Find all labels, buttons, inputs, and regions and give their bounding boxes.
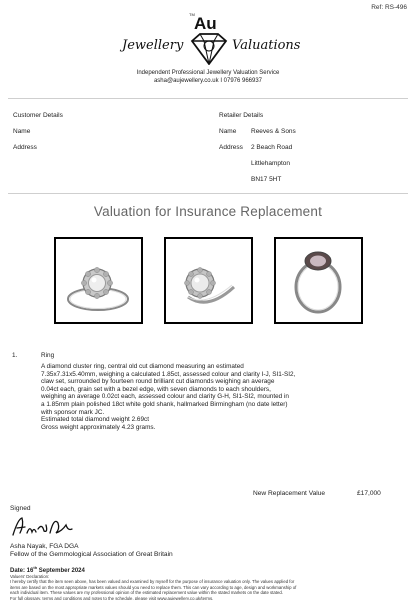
signature-image [10,515,80,539]
ring-photo-front [54,237,143,324]
company-logo [0,12,416,67]
reference-number: Ref: RS-496 [371,4,407,11]
service-description: Independent Professional Jewellery Valuation Service [136,70,280,76]
item-detail-line: weighing an average 0.02ct each, assessed colour and clarity G-H, SI1-SI2, mounted in [41,393,289,401]
contact-info: asha@aujewellery.co.uk I 07976 966937 [153,77,263,84]
date-suffix: th [33,565,38,570]
logo-jewellery-text: Jewellery [122,38,184,53]
item-detail-line: 7.35x7.31x5.40mm, weighing a calculated 1.85ct, assessed colour and clarity I-J, SI1-SI2, [41,370,296,378]
date-label: Date: [10,568,27,574]
declaration-line: For full glossary, terms and conditions and notes to the schedule, please visit www.aujewellery.co.uk/terms. [10,595,214,600]
retailer-address-line: 2 Beach Road [251,144,293,151]
item-detail-line: a 1.85mm plain polished 18ct white gold shank, hallmarked Birmingham (no date letter) [41,400,288,408]
item-detail-line: with sponsor mark JC. [41,408,105,416]
declaration-line: Valuers' Declaration: [10,574,50,579]
item-number: 1. [12,352,18,359]
signed-label: Signed [10,505,31,512]
item-detail-line: 0.04ct each, grain set with a bezel edge, with seven diamonds to each shoulders, [41,385,271,393]
retailer-name-value: Reeves & Sons [251,128,296,135]
item-detail-line: claw set, surrounded by fourteen round brilliant cut diamonds weighing an average [41,378,275,386]
declaration-line: items are based on the most appropriate markets values should you need to replace them. This can vary according to age, design and workmanship of [10,584,297,590]
service-info [0,70,416,85]
date-day: 16 [26,568,34,574]
retailer-address-line: Littlehampton [251,160,291,167]
item-detail-line: A diamond cluster ring, central old cut diamond measuring an estimated [41,363,244,370]
item-detail-line: Estimated total diamond weight 2.69ct [41,416,149,424]
trademark-mark: TM [189,12,195,17]
diamond-icon [190,33,228,65]
replacement-value-label: New Replacement Value [253,490,326,497]
divider [8,193,408,194]
retailer-name-label: Name [219,128,237,135]
logo-au-text: Au [194,14,217,33]
signer-name: Asha Nayak, FGA DGA [10,543,79,550]
ring-photo-back [274,237,363,324]
retailer-heading: Retailer Details [219,112,264,119]
declaration-line: each individual item. These values are my professional opinion of the estimated replacement value within the stated markets on the date stated. [10,590,283,596]
valuation-title: Valuation for Insurance Replacement [93,204,323,219]
item-title: Ring [41,352,55,359]
item-details [41,363,411,431]
signer-info [10,543,173,560]
ring-photo-angle [164,237,253,324]
logo-valuations-text: Valuations [232,38,301,53]
valuation-date [10,565,85,574]
divider [8,98,408,99]
customer-address-label: Address [13,144,37,151]
item-detail-line: Gross weight approximately 4.23 grams. [41,423,156,431]
customer-heading: Customer Details [13,112,63,119]
date-rest: September 2024 [37,568,85,574]
retailer-address-label: Address [219,144,243,151]
replacement-value-amount: £17,000 [357,490,381,497]
valuers-declaration [10,574,410,600]
retailer-address-line: BN17 5HT [251,176,282,183]
signer-fellowship: Fellow of the Gemmological Association of Great Britain [10,551,173,559]
customer-name-label: Name [13,128,31,135]
declaration-line: I hereby certify that the item seen above, has been valued and examined by myself for the purpose of insurance valuation only. The values applied for [10,579,295,585]
